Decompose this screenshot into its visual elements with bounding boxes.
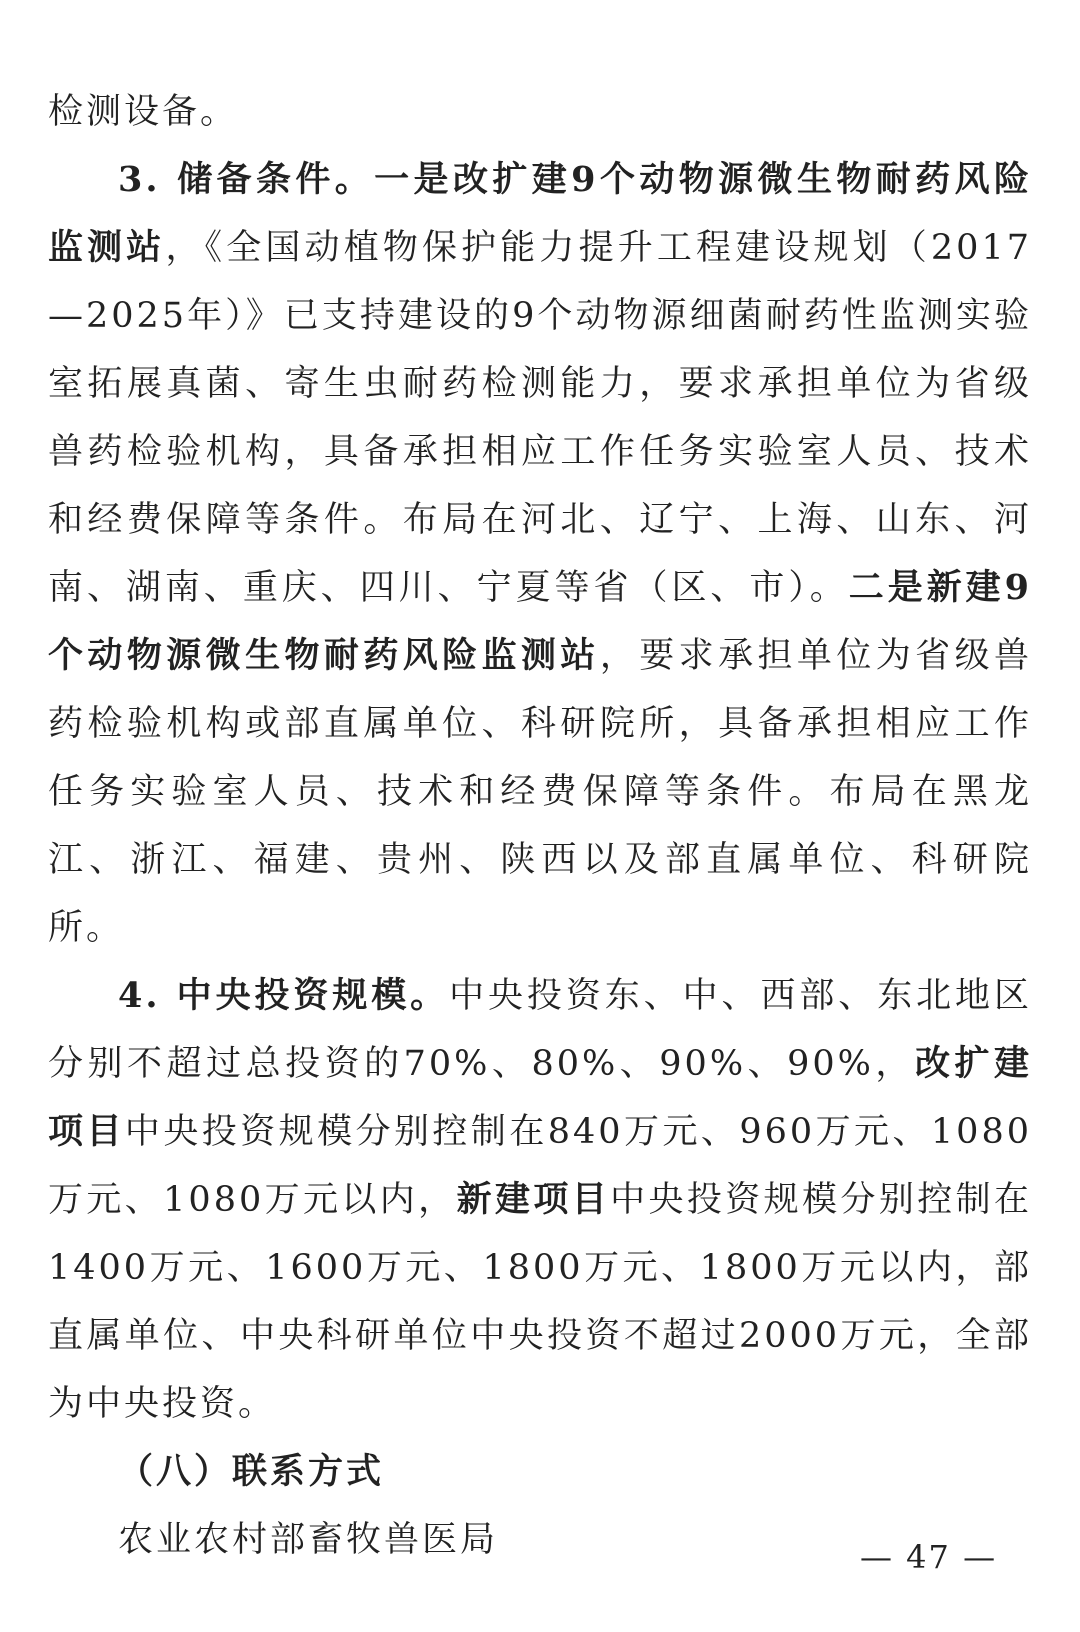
section-heading-contact: （八）联系方式 — [118, 1451, 385, 1492]
paragraph-continuation — [48, 78, 1032, 146]
bold-phrase-renovate-stations: 一是改扩建9个动物源微生物耐药风险监测站 — [48, 159, 1032, 268]
paragraph-text: 中央投资东、中、西部、东北地区分别不超过总投资的70%、80%、90%、90%， — [48, 976, 1032, 1084]
bold-phrase-new-stations: 二是新建9个动物源微生物耐药风险监测站 — [48, 567, 1032, 676]
section-heading-investment-scale: 4. 中央投资规模。 — [118, 975, 450, 1016]
paragraph-contact-heading — [48, 1438, 1032, 1506]
paragraph-text: 中央投资规模分别控制在840万元、960万元、1080万元、1080万元以内， — [48, 1112, 1032, 1220]
paragraph-text: 检测设备。 — [48, 92, 239, 132]
section-heading-reserve-conditions: 3. 储备条件。 — [118, 159, 375, 200]
paragraph-text: ，《全国动植物保护能力提升工程建设规划（2017—2025年）》已支持建设的9个动物源细菌耐药性监测实验室拓展真菌、寄生虫耐药检测能力，要求承担单位为省级兽药检验机构，具备承担相应工作任务实验室人员、技术和经费保障等条件。布局在河北、辽宁、上海、山东、河南、湖南、重庆、四川、宁夏等省（区、市）。 — [48, 228, 1032, 608]
contact-organization: 农业农村部畜牧兽医局 — [118, 1520, 499, 1560]
paragraph-reserve-conditions — [48, 146, 1032, 962]
bold-phrase-renovation-projects: 改扩建项目 — [48, 1043, 1032, 1152]
paragraph-text: ，要求承担单位为省级兽药检验机构或部直属单位、科研院所，具备承担相应工作任务实验室人员、技术和经费保障等条件。布局在黑龙江、浙江、福建、贵州、陕西以及部直属单位、科研院所。 — [48, 636, 1032, 948]
page-number: — 47 — — [860, 1538, 998, 1576]
paragraph-investment-scale — [48, 962, 1032, 1438]
document-page — [48, 78, 1032, 1574]
paragraph-text: 中央投资规模分别控制在1400万元、1600万元、1800万元、1800万元以内，部直属单位、中央科研单位中央投资不超过2000万元，全部为中央投资。 — [48, 1180, 1032, 1424]
bold-phrase-new-projects: 新建项目 — [456, 1179, 611, 1220]
